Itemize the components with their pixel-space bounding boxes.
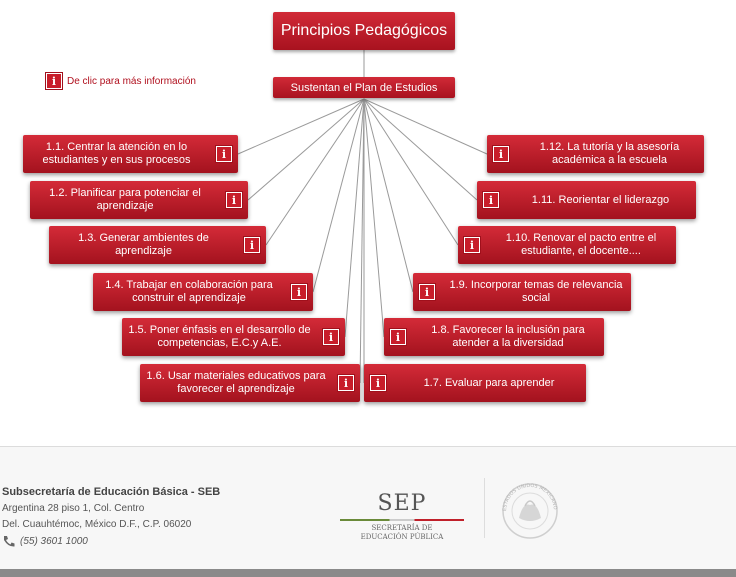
info-icon[interactable]: i [370, 375, 386, 391]
national-seal-icon [497, 478, 563, 540]
info-icon[interactable]: i [291, 284, 307, 300]
info-icon[interactable]: i [338, 375, 354, 391]
connector-line [364, 99, 384, 337]
principle-1-11-button[interactable] [477, 181, 696, 219]
connector-line [364, 99, 487, 154]
principle-1-9-button[interactable] [413, 273, 631, 311]
footer-org: Subsecretaría de Educación Básica - SEB [2, 486, 221, 498]
sep-logo[interactable] [340, 491, 464, 542]
footer-address-line-2: Del. Cuauhtémoc, México D.F., C.P. 06020 [2, 519, 192, 530]
bottom-bar [0, 569, 736, 577]
principle-1-12-button[interactable] [487, 135, 704, 173]
info-icon[interactable]: i [323, 329, 339, 345]
phone-icon [2, 535, 16, 548]
principle-1-2-button[interactable] [30, 181, 248, 219]
phone-number: (55) 3601 1000 [20, 536, 88, 547]
info-icon[interactable]: i [390, 329, 406, 345]
page-title-text: Principios Pedagógicos [280, 22, 448, 39]
sep-logo-line-1: SECRETARÍA DE [371, 524, 433, 532]
principle-label: 1.5. Poner énfasis en el desarrollo de competencias, E.C.y A.E. [128, 324, 311, 349]
principle-label: 1.8. Favorecer la inclusión para atender a la diversidad [431, 324, 585, 349]
connector-line [364, 99, 413, 292]
logo-divider [484, 478, 485, 538]
sep-logo-line-2: EDUCACIÓN PÚBLICA [360, 533, 444, 541]
info-icon: i [46, 73, 62, 89]
sep-logo-rule [340, 519, 464, 521]
principle-label: 1.9. Incorporar temas de relevancia social [449, 279, 623, 304]
principle-label: 1.11. Reorientar el liderazgo [531, 193, 670, 206]
footer-address-line-1: Argentina 28 piso 1, Col. Centro [2, 503, 145, 514]
principle-1-3-button[interactable] [49, 226, 266, 264]
subtitle-box [273, 77, 455, 98]
principle-1-8-button[interactable] [384, 318, 604, 356]
principle-label: 1.1. Centrar la atención en lo estudiantes y en sus procesos [42, 141, 191, 166]
principle-1-10-button[interactable] [458, 226, 676, 264]
subtitle-text: Sustentan el Plan de Estudios [290, 81, 438, 94]
info-icon[interactable]: i [244, 237, 260, 253]
principle-label: 1.12. La tutoría y la asesoría académica a la escuela [539, 141, 680, 166]
principle-1-1-button[interactable] [23, 135, 238, 173]
principle-label: 1.6. Usar materiales educativos para favorecer el aprendizaje [146, 370, 326, 395]
legend [46, 73, 196, 89]
legend-label: De clic para más información [67, 75, 196, 87]
principle-label: 1.2. Planificar para potenciar el aprendizaje [49, 187, 201, 212]
principle-label: 1.10. Renovar el pacto entre el estudiante, el docente.... [505, 232, 657, 257]
info-icon[interactable]: i [419, 284, 435, 300]
principle-1-5-button[interactable] [122, 318, 345, 356]
principle-1-7-button[interactable] [364, 364, 586, 402]
principle-1-4-button[interactable] [93, 273, 313, 311]
footer-phone [2, 535, 88, 548]
connector-line [364, 99, 458, 245]
principle-1-6-button[interactable] [140, 364, 360, 402]
connector-line [364, 99, 477, 200]
info-icon[interactable]: i [464, 237, 480, 253]
principle-label: 1.7. Evaluar para aprender [423, 376, 555, 389]
info-icon[interactable]: i [216, 146, 232, 162]
page-title [273, 12, 455, 50]
info-icon[interactable]: i [226, 192, 242, 208]
info-icon[interactable]: i [493, 146, 509, 162]
sep-logo-text: SEP [377, 491, 427, 516]
seal-text: ESTADOS UNIDOS MEXICANO [501, 482, 559, 512]
info-icon[interactable]: i [483, 192, 499, 208]
principle-label: 1.3. Generar ambientes de aprendizaje [78, 232, 209, 257]
principle-label: 1.4. Trabajar en colaboración para construir el aprendizaje [105, 279, 273, 304]
